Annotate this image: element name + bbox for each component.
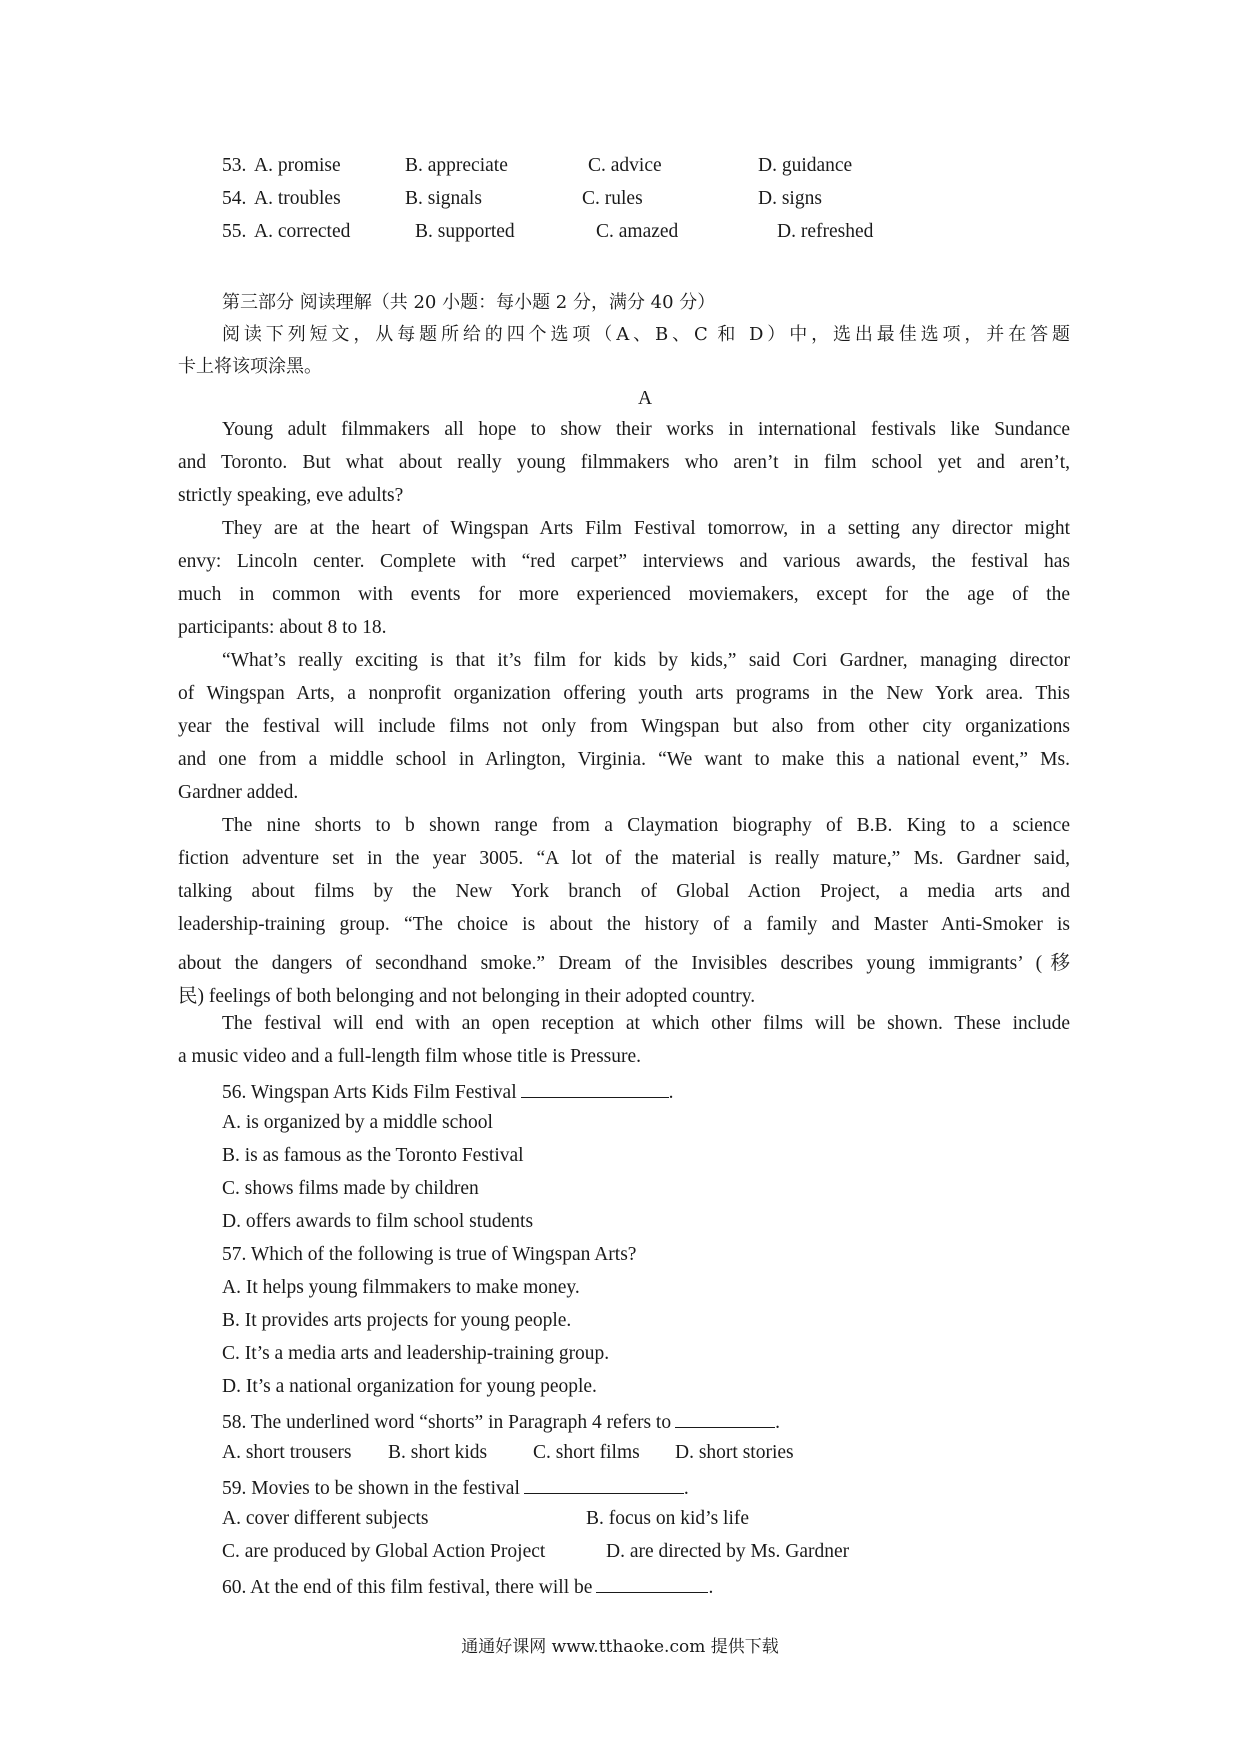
question-stem: 57. Which of the following is true of Wingspan Arts? (222, 1244, 637, 1265)
paragraph-4-line-6: 民) feelings of both belonging and not belonging in their adopted country. (178, 986, 756, 1007)
paragraph-3-line-2: of Wingspan Arts, a nonprofit organization offering youth arts programs in the New York area. This (178, 683, 1070, 704)
question-stem-text: 59. Movies to be shown in the festival (222, 1478, 520, 1499)
option-d: D. refreshed (777, 221, 874, 242)
option-c: C. It’s a media arts and leadership-training group. (222, 1343, 610, 1364)
option-b: B. supported (415, 221, 515, 242)
paragraph-4-line-2: fiction adventure set in the year 3005. “A lot of the material is really mature,” Ms. Gardner said, (178, 848, 1070, 869)
option-c: C. rules (582, 188, 643, 209)
section-instruction-line1: 阅读下列短文，从每题所给的四个选项（A、B、C 和 D）中，选出最佳选项，并在答题 (222, 324, 1070, 345)
question-stem-text: 56. Wingspan Arts Kids Film Festival (222, 1082, 517, 1103)
page-footer: 通通好课网 www.tthaoke.com 提供下载 (461, 1637, 779, 1657)
option-b: B. is as famous as the Toronto Festival (222, 1145, 524, 1166)
stem-end: . (683, 1478, 689, 1499)
section-title: 第三部分 阅读理解（共 20 小题：每小题 2 分，满分 40 分） (222, 292, 716, 313)
option-a: A. It helps young filmmakers to make money. (222, 1277, 580, 1298)
option-b: B. It provides arts projects for young people. (222, 1310, 572, 1331)
option-d: D. guidance (758, 155, 853, 176)
option-c: C. amazed (596, 221, 679, 242)
paragraph-4-line-4: leadership-training group. “The choice is about the history of a family and Master Anti-Smoker is (178, 914, 1070, 935)
option-c: C. short films (533, 1442, 640, 1463)
stem-end: . (708, 1577, 714, 1598)
paragraph-4-line-1: The nine shorts to b shown range from a Claymation biography of B.B. King to a science (222, 815, 1070, 836)
paragraph-2-line-2: envy: Lincoln center. Complete with “red carpet” interviews and various awards, the festival has (178, 551, 1070, 572)
option-b: B. appreciate (405, 155, 508, 176)
paragraph-2-line-3: much in common with events for more experienced moviemakers, except for the age of the (178, 584, 1070, 605)
paragraph-1-line-1: Young adult filmmakers all hope to show their works in international festivals like Sundance (222, 419, 1070, 440)
option-d: D. offers awards to film school students (222, 1211, 534, 1232)
option-c: C. are produced by Global Action Project (222, 1541, 546, 1562)
paragraph-5-line-1: The festival will end with an open reception at which other films will be shown. These include (222, 1013, 1070, 1034)
option-d: D. are directed by Ms. Gardner (606, 1541, 850, 1562)
paragraph-3-line-3: year the festival will include films not only from Wingspan but also from other city organizations (178, 716, 1070, 737)
option-c: C. advice (588, 155, 662, 176)
passage-label: A (638, 388, 653, 409)
section-instruction-line2: 卡上将该项涂黑。 (178, 356, 322, 377)
paragraph-5-line-2: a music video and a full-length film whose title is Pressure. (178, 1046, 642, 1067)
option-a: A. short trousers (222, 1442, 352, 1463)
stem-end: . (668, 1082, 674, 1103)
option-b: B. focus on kid’s life (586, 1508, 750, 1529)
option-d: D. It’s a national organization for young people. (222, 1376, 597, 1397)
option-d: D. short stories (675, 1442, 794, 1463)
answer-blank (675, 1409, 775, 1428)
option-a: A. cover different subjects (222, 1508, 429, 1529)
option-c: C. shows films made by children (222, 1178, 479, 1199)
paragraph-3-line-4: and one from a middle school in Arlington, Virginia. “We want to make this a national event,” Ms. (178, 749, 1070, 770)
option-number: 53. (222, 155, 247, 176)
question-stem (222, 1574, 713, 1599)
question-stem-text: 60. At the end of this film festival, there will be (222, 1577, 593, 1598)
option-a: A. is organized by a middle school (222, 1112, 493, 1133)
paragraph-3-line-5: Gardner added. (178, 782, 299, 803)
option-b: B. signals (405, 188, 482, 209)
answer-blank (524, 1475, 684, 1494)
stem-end: . (775, 1412, 780, 1433)
paragraph-3-line-1: “What’s really exciting is that it’s film for kids by kids,” said Cori Gardner, managing director (222, 650, 1070, 671)
option-number: 54. (222, 188, 247, 209)
option-b: B. short kids (388, 1442, 488, 1463)
question-stem (222, 1475, 689, 1500)
option-a: A. corrected (254, 221, 351, 242)
answer-blank (521, 1079, 669, 1098)
paragraph-4-line-5: about the dangers of secondhand smoke.” Dream of the Invisibles describes young immigrants’ (移 (178, 953, 1070, 974)
paragraph-2-line-4: participants: about 8 to 18. (178, 617, 387, 638)
option-number: 55. (222, 221, 247, 242)
answer-blank (596, 1574, 708, 1593)
option-a: A. troubles (254, 188, 341, 209)
paragraph-2-line-1: They are at the heart of Wingspan Arts Film Festival tomorrow, in a setting any director might (222, 518, 1070, 539)
paragraph-1-line-3: strictly speaking, eve adults? (178, 485, 404, 506)
question-stem (222, 1409, 780, 1434)
paragraph-4-line-3: talking about films by the New York branch of Global Action Project, a media arts and (178, 881, 1070, 902)
option-d: D. signs (758, 188, 822, 209)
question-stem-text: 58. The underlined word “shorts” in Paragraph 4 refers to (222, 1412, 672, 1433)
question-stem (222, 1079, 674, 1104)
option-a: A. promise (254, 155, 341, 176)
paragraph-1-line-2: and Toronto. But what about really young filmmakers who aren’t in film school yet and aren’t, (178, 452, 1070, 473)
